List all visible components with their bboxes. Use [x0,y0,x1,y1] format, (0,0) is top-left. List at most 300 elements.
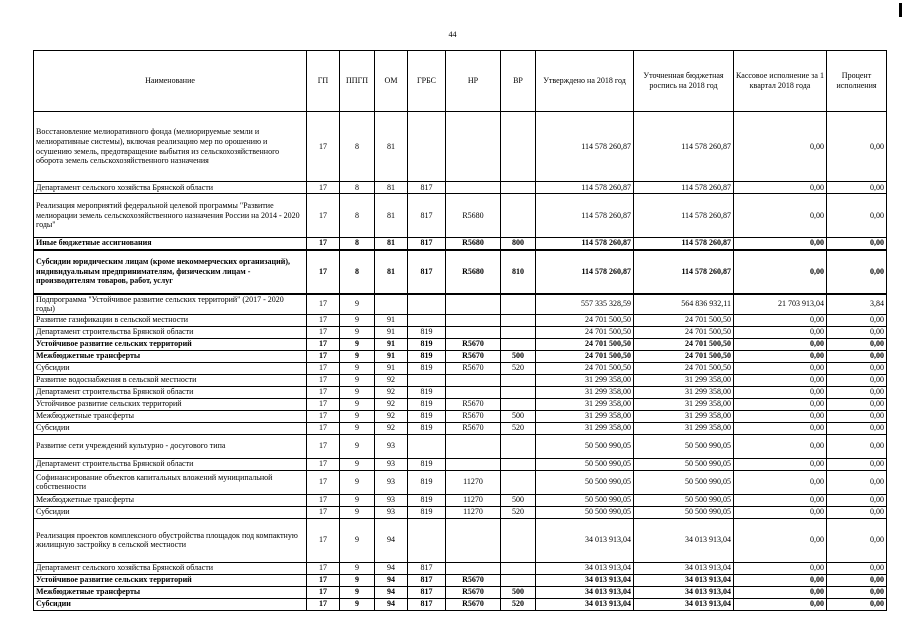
cell-name: Субсидии юридическим лицам (кроме некоммерческих организаций), индивидуальным предпринимателям, физическим лицам - производителям товаров, работ, услуг [34,250,307,294]
table-row [34,422,887,434]
cell-percent: 0,00 [827,374,887,386]
table-row [34,574,887,586]
cell-om: 81 [375,112,408,182]
cell-approved: 114 578 260,87 [536,238,634,250]
cell-refined: 24 701 500,50 [634,314,734,326]
cell-ppgp: 9 [340,506,375,518]
cell-cash: 0,00 [734,314,827,326]
table-row [34,112,887,182]
cell-approved: 31 299 358,00 [536,374,634,386]
cell-ppgp: 8 [340,194,375,238]
cell-name: Развитие газификации в сельской местности [34,314,307,326]
cell-gp: 17 [307,398,340,410]
cell-refined: 31 299 358,00 [634,410,734,422]
cell-grbs [408,518,446,562]
cell-percent: 0,00 [827,506,887,518]
cell-om: 81 [375,194,408,238]
cell-gp: 17 [307,238,340,250]
cell-grbs: 817 [408,574,446,586]
cell-om: 92 [375,386,408,398]
cell-percent: 0,00 [827,574,887,586]
cell-gp: 17 [307,598,340,610]
cell-nr: R5670 [446,574,501,586]
table-row [34,410,887,422]
cell-name: Устойчивое развитие сельских территорий [34,398,307,410]
cell-vr: 520 [501,598,536,610]
cell-om: 94 [375,598,408,610]
cell-vr [501,398,536,410]
cell-approved: 34 013 913,04 [536,562,634,574]
cell-percent: 0,00 [827,470,887,494]
cell-cash: 0,00 [734,182,827,194]
cell-gp: 17 [307,374,340,386]
cell-om [375,294,408,315]
cell-cash: 0,00 [734,410,827,422]
cell-grbs [408,314,446,326]
cell-percent: 0,00 [827,518,887,562]
cell-nr [446,112,501,182]
cell-vr: 500 [501,350,536,362]
cell-vr [501,294,536,315]
cell-refined: 31 299 358,00 [634,422,734,434]
table-row [34,314,887,326]
cell-percent: 0,00 [827,326,887,338]
cell-ppgp: 8 [340,238,375,250]
cell-cash: 0,00 [734,458,827,470]
cell-nr: R5680 [446,250,501,294]
cell-om: 94 [375,574,408,586]
cell-gp: 17 [307,182,340,194]
cell-percent: 0,00 [827,314,887,326]
cell-gp: 17 [307,458,340,470]
cell-grbs: 817 [408,562,446,574]
cell-gp: 17 [307,422,340,434]
cell-name: Субсидии [34,422,307,434]
cell-refined: 24 701 500,50 [634,362,734,374]
budget-execution-table [33,50,887,611]
cell-approved: 114 578 260,87 [536,182,634,194]
cell-approved: 31 299 358,00 [536,410,634,422]
cell-grbs: 817 [408,238,446,250]
cell-name: Устойчивое развитие сельских территорий [34,338,307,350]
cell-om: 91 [375,314,408,326]
cell-approved: 34 013 913,04 [536,518,634,562]
cell-percent: 0,00 [827,434,887,458]
cell-ppgp: 9 [340,598,375,610]
cell-vr [501,314,536,326]
cell-grbs: 819 [408,362,446,374]
cell-vr: 520 [501,422,536,434]
cell-om: 91 [375,362,408,374]
cell-gp: 17 [307,350,340,362]
cell-gp: 17 [307,194,340,238]
table-row [34,598,887,610]
cell-percent: 0,00 [827,598,887,610]
cell-approved: 50 500 990,05 [536,494,634,506]
table-row [34,338,887,350]
cell-nr: R5680 [446,194,501,238]
table-row [34,326,887,338]
cell-gp: 17 [307,112,340,182]
cell-cash: 0,00 [734,350,827,362]
cell-refined: 24 701 500,50 [634,326,734,338]
cell-nr [446,562,501,574]
cell-gp: 17 [307,314,340,326]
cell-name: Иные бюджетные ассигнования [34,238,307,250]
cell-refined: 114 578 260,87 [634,194,734,238]
cell-percent: 0,00 [827,586,887,598]
cell-approved: 34 013 913,04 [536,574,634,586]
cell-refined: 24 701 500,50 [634,350,734,362]
table-row [34,562,887,574]
cell-cash: 0,00 [734,562,827,574]
cell-grbs: 817 [408,598,446,610]
cell-name: Реализация проектов комплексного обустройства площадок под компактную жилищную застройку в сельской местности [34,518,307,562]
cell-vr [501,518,536,562]
cell-name: Департамент строительства Брянской области [34,326,307,338]
cell-nr: R5670 [446,350,501,362]
table-row [34,470,887,494]
cell-vr: 800 [501,238,536,250]
table-row [34,250,887,294]
cell-om: 93 [375,458,408,470]
cell-ppgp: 9 [340,350,375,362]
cell-refined: 564 836 932,11 [634,294,734,315]
cell-om: 81 [375,238,408,250]
cell-name: Межбюджетные трансферты [34,350,307,362]
cell-nr: R5670 [446,422,501,434]
cell-grbs [408,374,446,386]
cell-ppgp: 9 [340,294,375,315]
cell-cash: 0,00 [734,250,827,294]
cell-name: Межбюджетные трансферты [34,410,307,422]
cell-nr [446,314,501,326]
cell-percent: 0,00 [827,398,887,410]
cell-refined: 50 500 990,05 [634,458,734,470]
cell-cash: 0,00 [734,586,827,598]
cell-nr [446,182,501,194]
table-row [34,374,887,386]
cell-percent: 0,00 [827,410,887,422]
cell-gp: 17 [307,586,340,598]
table-row [34,586,887,598]
cell-name: Департамент сельского хозяйства Брянской области [34,182,307,194]
cell-refined: 34 013 913,04 [634,562,734,574]
cell-refined: 34 013 913,04 [634,586,734,598]
cell-ppgp: 9 [340,314,375,326]
table-row [34,506,887,518]
cell-name: Департамент сельского хозяйства Брянской области [34,562,307,574]
cell-cash: 0,00 [734,362,827,374]
cell-om: 81 [375,250,408,294]
cell-grbs: 819 [408,326,446,338]
cell-ppgp: 9 [340,562,375,574]
cell-ppgp: 9 [340,398,375,410]
cell-om: 91 [375,338,408,350]
cell-approved: 114 578 260,87 [536,250,634,294]
cell-name: Субсидии [34,598,307,610]
cell-ppgp: 9 [340,434,375,458]
cell-ppgp: 9 [340,410,375,422]
cell-ppgp: 9 [340,338,375,350]
cell-grbs: 819 [408,350,446,362]
cell-cash: 0,00 [734,386,827,398]
cell-vr [501,112,536,182]
cell-grbs: 819 [408,338,446,350]
corner-mark [899,3,902,17]
table-row [34,350,887,362]
cell-nr [446,374,501,386]
header-ppgp: ППГП [340,51,375,112]
cell-om: 93 [375,494,408,506]
cell-nr [446,326,501,338]
cell-percent: 0,00 [827,194,887,238]
cell-percent: 3,84 [827,294,887,315]
table-header-row [34,51,887,112]
cell-om: 93 [375,434,408,458]
cell-grbs: 819 [408,386,446,398]
table-row [34,386,887,398]
cell-nr: R5670 [446,398,501,410]
cell-gp: 17 [307,494,340,506]
cell-om: 94 [375,518,408,562]
table-row [34,362,887,374]
cell-vr: 500 [501,586,536,598]
cell-cash: 0,00 [734,470,827,494]
table-row [34,398,887,410]
cell-percent: 0,00 [827,350,887,362]
header-name: Наименование [34,51,307,112]
cell-vr [501,326,536,338]
cell-nr [446,294,501,315]
cell-grbs: 817 [408,250,446,294]
cell-vr: 810 [501,250,536,294]
cell-name: Подпрограмма "Устойчивое развитие сельских территорий" (2017 - 2020 годы) [34,294,307,315]
header-nr: НР [446,51,501,112]
cell-om: 91 [375,350,408,362]
cell-nr: 11270 [446,494,501,506]
cell-vr [501,562,536,574]
cell-approved: 31 299 358,00 [536,422,634,434]
cell-approved: 114 578 260,87 [536,112,634,182]
cell-om: 92 [375,422,408,434]
cell-nr: R5670 [446,362,501,374]
cell-grbs [408,294,446,315]
cell-vr [501,574,536,586]
cell-approved: 34 013 913,04 [536,586,634,598]
cell-cash: 0,00 [734,194,827,238]
cell-cash: 0,00 [734,422,827,434]
cell-refined: 50 500 990,05 [634,506,734,518]
cell-approved: 50 500 990,05 [536,470,634,494]
cell-name: Департамент строительства Брянской области [34,386,307,398]
cell-refined: 114 578 260,87 [634,182,734,194]
cell-gp: 17 [307,434,340,458]
cell-nr [446,386,501,398]
cell-refined: 24 701 500,50 [634,338,734,350]
header-percent: Процент исполнения [827,51,887,112]
cell-grbs: 817 [408,194,446,238]
cell-gp: 17 [307,410,340,422]
cell-cash: 0,00 [734,434,827,458]
cell-approved: 24 701 500,50 [536,338,634,350]
cell-ppgp: 9 [340,362,375,374]
cell-approved: 50 500 990,05 [536,434,634,458]
cell-refined: 50 500 990,05 [634,494,734,506]
cell-percent: 0,00 [827,112,887,182]
cell-ppgp: 9 [340,518,375,562]
cell-name: Реализация мероприятий федеральной целевой программы "Развитие мелиорации земель сельскохозяйственного назначения России на 2014 - 2020 годы" [34,194,307,238]
cell-ppgp: 9 [340,374,375,386]
cell-percent: 0,00 [827,458,887,470]
cell-percent: 0,00 [827,362,887,374]
cell-gp: 17 [307,574,340,586]
cell-name: Развитие сети учреждений культурно - досугового типа [34,434,307,458]
cell-ppgp: 9 [340,574,375,586]
cell-cash: 21 703 913,04 [734,294,827,315]
cell-approved: 31 299 358,00 [536,386,634,398]
cell-grbs: 819 [408,494,446,506]
cell-refined: 114 578 260,87 [634,250,734,294]
header-cash: Кассовое исполнение за 1 квартал 2018 года [734,51,827,112]
cell-percent: 0,00 [827,238,887,250]
table-row [34,518,887,562]
cell-name: Субсидии [34,362,307,374]
cell-approved: 24 701 500,50 [536,350,634,362]
cell-om: 92 [375,410,408,422]
cell-ppgp: 8 [340,250,375,294]
header-grbs: ГРБС [408,51,446,112]
cell-gp: 17 [307,386,340,398]
cell-cash: 0,00 [734,374,827,386]
cell-om: 94 [375,562,408,574]
cell-om: 92 [375,374,408,386]
cell-refined: 31 299 358,00 [634,386,734,398]
cell-gp: 17 [307,562,340,574]
cell-nr: 11270 [446,470,501,494]
cell-name: Развитие водоснабжения в сельской местности [34,374,307,386]
cell-approved: 50 500 990,05 [536,506,634,518]
cell-grbs: 819 [408,458,446,470]
cell-refined: 34 013 913,04 [634,598,734,610]
cell-percent: 0,00 [827,386,887,398]
header-gp: ГП [307,51,340,112]
table-row [34,434,887,458]
header-vr: ВР [501,51,536,112]
cell-refined: 31 299 358,00 [634,374,734,386]
cell-refined: 34 013 913,04 [634,518,734,562]
header-om: ОМ [375,51,408,112]
cell-ppgp: 9 [340,386,375,398]
cell-cash: 0,00 [734,238,827,250]
cell-cash: 0,00 [734,398,827,410]
cell-gp: 17 [307,470,340,494]
cell-vr: 500 [501,494,536,506]
cell-om: 93 [375,506,408,518]
cell-om: 81 [375,182,408,194]
cell-approved: 557 335 328,59 [536,294,634,315]
cell-vr: 520 [501,362,536,374]
cell-refined: 114 578 260,87 [634,112,734,182]
cell-refined: 34 013 913,04 [634,574,734,586]
cell-om: 92 [375,398,408,410]
cell-nr: R5680 [446,238,501,250]
cell-gp: 17 [307,506,340,518]
cell-approved: 24 701 500,50 [536,314,634,326]
cell-name: Восстановление мелиоративного фонда (мелиорируемые земли и мелиоративные системы), включая реализацию мер по орошению и осушению земель, предотвращение выбытия из сельскохозяйственного оборота земель сельскохозяйственного назначения [34,112,307,182]
header-refined: Уточненная бюджетная роспись на 2018 год [634,51,734,112]
cell-nr: R5670 [446,410,501,422]
table-row [34,194,887,238]
cell-cash: 0,00 [734,506,827,518]
cell-approved: 24 701 500,50 [536,362,634,374]
cell-gp: 17 [307,362,340,374]
cell-percent: 0,00 [827,338,887,350]
cell-name: Устойчивое развитие сельских территорий [34,574,307,586]
cell-gp: 17 [307,294,340,315]
cell-ppgp: 9 [340,494,375,506]
cell-cash: 0,00 [734,112,827,182]
cell-percent: 0,00 [827,422,887,434]
cell-cash: 0,00 [734,338,827,350]
cell-name: Межбюджетные трансферты [34,494,307,506]
cell-nr: R5670 [446,338,501,350]
cell-cash: 0,00 [734,574,827,586]
cell-gp: 17 [307,326,340,338]
cell-grbs: 819 [408,398,446,410]
cell-vr [501,338,536,350]
table-row [34,238,887,250]
cell-nr [446,458,501,470]
cell-gp: 17 [307,250,340,294]
cell-grbs: 817 [408,182,446,194]
cell-name: Софинансирование объектов капитальных вложений муниципальной собственности [34,470,307,494]
cell-grbs: 819 [408,410,446,422]
table-row [34,182,887,194]
cell-grbs: 819 [408,470,446,494]
cell-approved: 114 578 260,87 [536,194,634,238]
cell-ppgp: 9 [340,326,375,338]
cell-cash: 0,00 [734,326,827,338]
cell-grbs [408,112,446,182]
cell-refined: 114 578 260,87 [634,238,734,250]
cell-percent: 0,00 [827,494,887,506]
table-row [34,458,887,470]
cell-gp: 17 [307,518,340,562]
page-number: 44 [448,30,457,39]
cell-nr [446,518,501,562]
cell-grbs: 817 [408,586,446,598]
cell-percent: 0,00 [827,562,887,574]
cell-grbs [408,434,446,458]
cell-ppgp: 9 [340,458,375,470]
cell-percent: 0,00 [827,182,887,194]
cell-vr: 520 [501,506,536,518]
cell-nr [446,434,501,458]
cell-om: 91 [375,326,408,338]
cell-vr [501,458,536,470]
cell-vr [501,470,536,494]
cell-refined: 50 500 990,05 [634,434,734,458]
cell-cash: 0,00 [734,494,827,506]
cell-refined: 31 299 358,00 [634,398,734,410]
cell-name: Субсидии [34,506,307,518]
cell-gp: 17 [307,338,340,350]
cell-nr: 11270 [446,506,501,518]
cell-approved: 34 013 913,04 [536,598,634,610]
cell-approved: 50 500 990,05 [536,458,634,470]
cell-grbs: 819 [408,422,446,434]
